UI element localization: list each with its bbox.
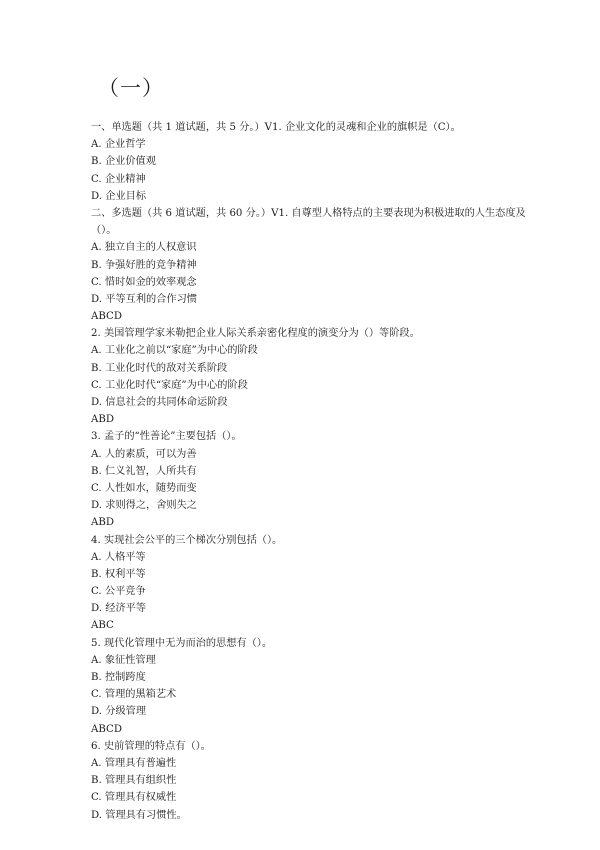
option-line: C. 企业精神	[91, 173, 146, 185]
section2-title: 二、多选题（共 6 道试题，共 60 分。）V1. 自尊型人格特点的主要表现为积极进取的人生态度及（）。	[91, 207, 526, 237]
question-stem: 6. 史前管理的特点有（）。	[91, 740, 211, 752]
option-line: D. 平等互利的合作习惯	[91, 293, 197, 305]
option-line: D. 信息社会的共同体命运阶段	[91, 397, 228, 409]
option-line: A. 工业化之前以“家庭”为中心的阶段	[91, 345, 258, 357]
option-line: B. 管理具有组织性	[91, 775, 177, 787]
answer-line: ABCD	[91, 723, 122, 735]
option-line: D. 分级管理	[91, 706, 147, 718]
option-line: D. 经济平等	[91, 603, 147, 615]
option-line: C. 人性如水，随势而变	[91, 482, 197, 494]
option-line: C. 惜时如金的效率观念	[91, 276, 197, 288]
question-stem: 4. 实现社会公平的三个梯次分别包括（）。	[91, 534, 283, 546]
option-line: B. 工业化时代的敌对关系阶段	[91, 362, 228, 374]
option-line: C. 管理具有权威性	[91, 792, 177, 804]
option-line: C. 工业化时代“家庭”为中心的阶段	[91, 379, 248, 391]
option-line: B. 控制跨度	[91, 672, 146, 684]
option-line: A. 象征性管理	[91, 654, 156, 666]
question-stem: 2. 美国管理学家米勒把企业人际关系亲密化程度的演变分为（）等阶段。	[91, 328, 420, 340]
option-line: A. 管理具有普遍性	[91, 757, 177, 769]
question-stem: 5. 现代化管理中无为而治的思想有（）。	[91, 637, 273, 649]
option-line: A. 独立自主的人权意识	[91, 242, 197, 254]
option-line: B. 权利平等	[91, 568, 146, 580]
question-stem: 3. 孟子的“性善论”主要包括（）。	[91, 431, 242, 443]
answer-line: ABD	[91, 517, 115, 529]
option-line: D. 企业目标	[91, 190, 147, 202]
answer-line: ABC	[91, 620, 114, 632]
answer-line: ABCD	[91, 311, 122, 323]
option-line: C. 管理的黑箱艺术	[91, 689, 177, 701]
option-line: A. 企业哲学	[91, 139, 146, 151]
section1-title: 一、单选题（共 1 道试题，共 5 分。）V1. 企业文化的灵魂和企业的旗帜是（C）。	[91, 122, 461, 133]
option-line: B. 争强好胜的竞争精神	[91, 259, 197, 271]
option-line: A. 人的素质，可以为善	[91, 448, 197, 460]
option-line: A. 人格平等	[91, 551, 146, 563]
option-line: D. 管理具有习惯性。	[91, 809, 187, 821]
option-line: B. 仁义礼智，人所共有	[91, 465, 197, 477]
option-line: C. 公平竞争	[91, 586, 146, 598]
page-heading: （一）	[98, 76, 164, 100]
exam-content	[91, 119, 531, 824]
option-line: B. 企业价值观	[91, 156, 156, 168]
option-line: D. 求则得之，舍则失之	[91, 500, 197, 512]
answer-line: ABD	[91, 414, 115, 426]
